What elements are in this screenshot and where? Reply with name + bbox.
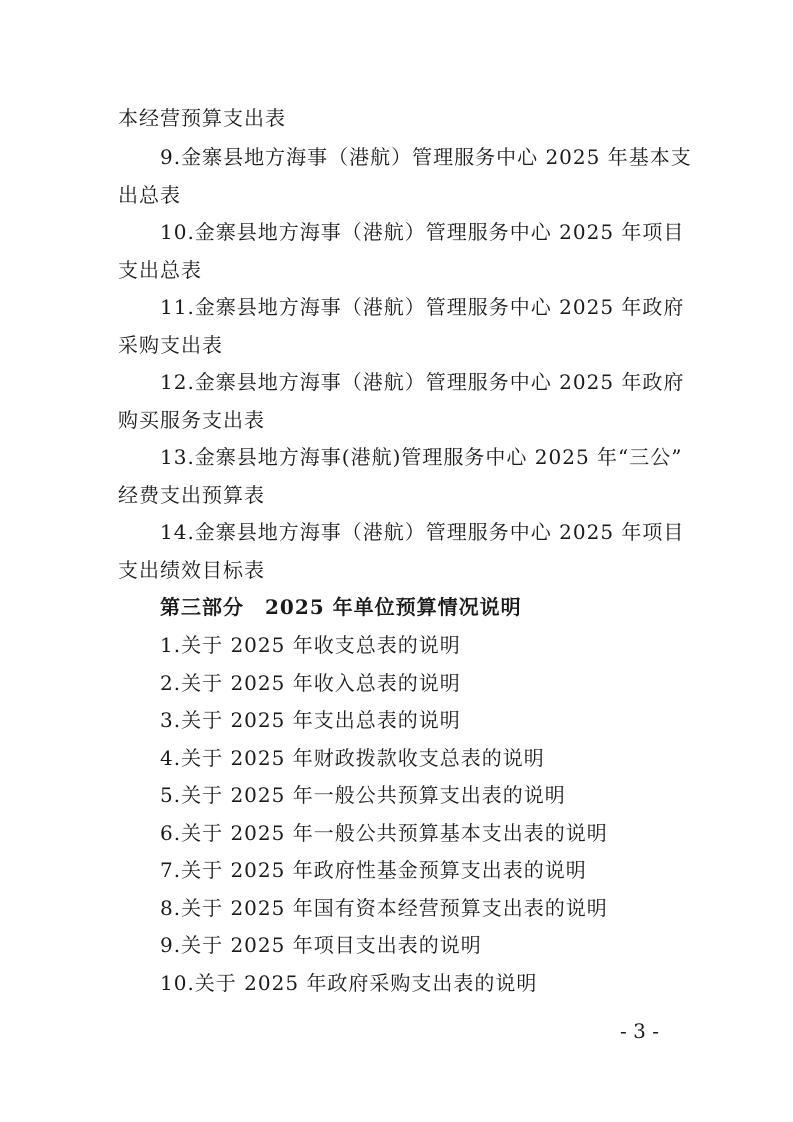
toc-item-11-continuation: 采购支出表: [118, 333, 223, 357]
part-three-item-3: 3.关于 2025 年支出总表的说明: [160, 708, 461, 732]
toc-item-14: 14.金寨县地方海事（港航）管理服务中心 2025 年项目: [160, 520, 685, 544]
part-three-item-4: 4.关于 2025 年财政拨款收支总表的说明: [160, 746, 545, 770]
toc-item-10: 10.金寨县地方海事（港航）管理服务中心 2025 年项目: [160, 220, 685, 244]
toc-item-13: 13.金寨县地方海事(港航)管理服务中心 2025 年“三公”: [160, 445, 683, 469]
toc-item-13-continuation: 经费支出预算表: [118, 483, 265, 507]
part-three-item-1: 1.关于 2025 年收支总表的说明: [160, 633, 461, 657]
part-three-item-7: 7.关于 2025 年政府性基金预算支出表的说明: [160, 858, 587, 882]
part-three-item-8: 8.关于 2025 年国有资本经营预算支出表的说明: [160, 896, 608, 920]
toc-line-continuation: 本经营预算支出表: [118, 106, 286, 130]
part-three-item-6: 6.关于 2025 年一般公共预算基本支出表的说明: [160, 821, 608, 845]
part-three-item-2: 2.关于 2025 年收入总表的说明: [160, 671, 461, 695]
toc-item-9: 9.金寨县地方海事（港航）管理服务中心 2025 年基本支: [160, 145, 692, 169]
part-three-item-10: 10.关于 2025 年政府采购支出表的说明: [160, 971, 538, 995]
part-three-item-5: 5.关于 2025 年一般公共预算支出表的说明: [160, 783, 566, 807]
toc-item-9-continuation: 出总表: [118, 183, 181, 207]
page-number: - 3 -: [620, 1019, 659, 1043]
toc-item-12-continuation: 购买服务支出表: [118, 408, 265, 432]
part-three-heading: 第三部分 2025 年单位预算情况说明: [160, 595, 522, 619]
toc-item-14-continuation: 支出绩效目标表: [118, 558, 265, 582]
toc-item-12: 12.金寨县地方海事（港航）管理服务中心 2025 年政府: [160, 370, 685, 394]
part-three-item-9: 9.关于 2025 年项目支出表的说明: [160, 933, 482, 957]
toc-item-10-continuation: 支出总表: [118, 258, 202, 282]
toc-item-11: 11.金寨县地方海事（港航）管理服务中心 2025 年政府: [160, 295, 685, 319]
